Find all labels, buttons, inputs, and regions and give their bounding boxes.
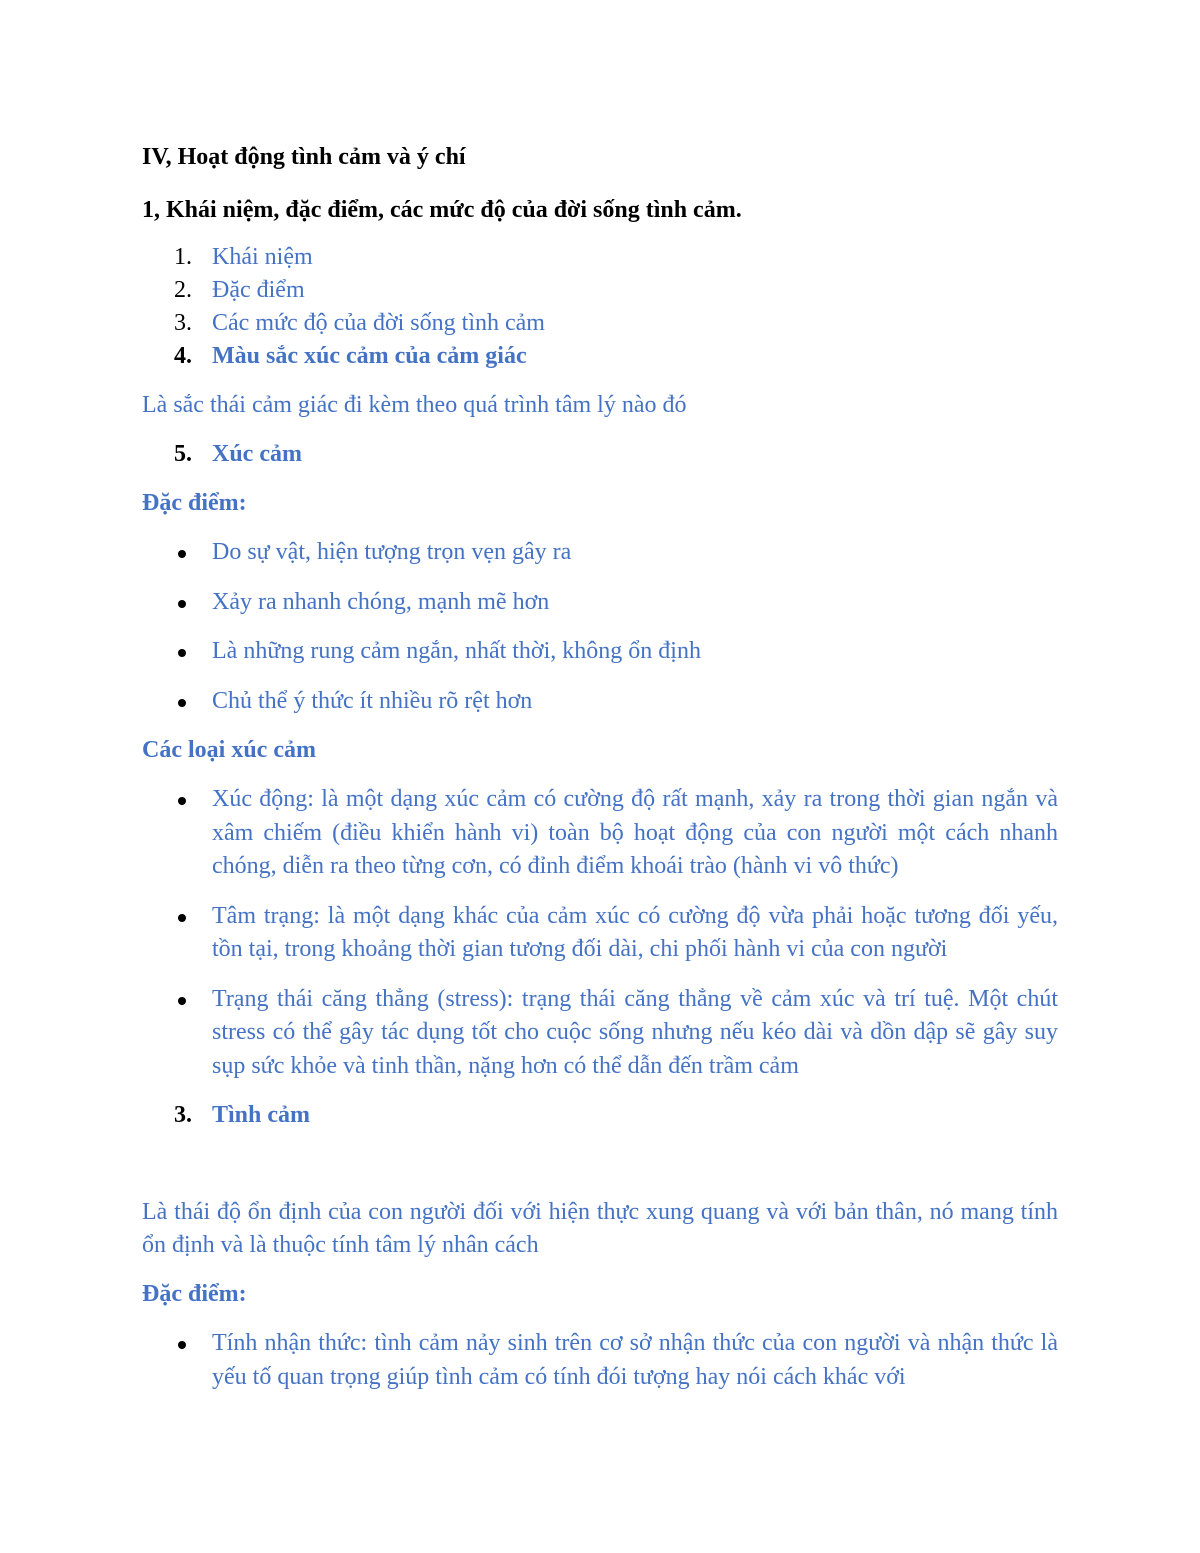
- list-item: [142, 536, 1058, 570]
- list-item: [142, 438, 1058, 471]
- list-item: [142, 241, 1058, 274]
- list-item-text: Tính nhận thức: tình cảm nảy sinh trên cơ sở nhận thức của con người và nhận thức là yếu tố quan trọng giúp tình cảm có tính đói tượng hay nói cách khác với: [212, 1330, 1058, 1390]
- list-item-text: Màu sắc xúc cảm của cảm giác: [212, 343, 527, 369]
- list-item: [142, 635, 1058, 669]
- list-number: 1.: [174, 244, 192, 270]
- outline-list: [142, 438, 1058, 471]
- bullet-list: [142, 783, 1058, 1083]
- list-number: 3.: [174, 1102, 192, 1128]
- bullet-icon: [178, 600, 186, 608]
- list-item: [142, 274, 1058, 307]
- bullet-icon: [178, 997, 186, 1005]
- list-item: [142, 586, 1058, 620]
- list-item-text: Xúc cảm: [212, 441, 302, 467]
- list-item-text: Các mức độ của đời sống tình cảm: [212, 310, 545, 336]
- bullet-icon: [178, 914, 186, 922]
- bullet-icon: [178, 550, 186, 558]
- list-item-text: Đặc điểm: [212, 277, 305, 303]
- document-page: [142, 140, 1058, 1394]
- list-item-text: Do sự vật, hiện tượng trọn vẹn gây ra: [212, 539, 572, 565]
- bullet-icon: [178, 1341, 186, 1349]
- subheading: Các loại xúc cảm: [142, 737, 316, 763]
- list-number: 5.: [174, 441, 192, 467]
- list-item: [142, 1099, 1058, 1132]
- list-item: [142, 983, 1058, 1084]
- paragraph: Là thái độ ổn định của con người đối với hiện thực xung quang và với bản thân, nó mang tính ổn định và là thuộc tính tâm lý nhân cách: [142, 1199, 1058, 1258]
- list-item-text: Tâm trạng: là một dạng khác của cảm xúc có cường độ vừa phải hoặc tương đối yếu, tồn tại, trong khoảng thời gian tương đối dài, chi phối hành vi của con người: [212, 902, 1058, 962]
- list-item-text: Tình cảm: [212, 1102, 311, 1128]
- list-item-text: Xảy ra nhanh chóng, mạnh mẽ hơn: [212, 588, 550, 615]
- list-item: [142, 783, 1058, 884]
- list-number: 3.: [174, 310, 192, 336]
- list-item: [142, 340, 1058, 373]
- list-item-text: Xúc động: là một dạng xúc cảm có cường độ rất mạnh, xảy ra trong thời gian ngắn và xâm chiếm (điều khiển hành vi) toàn bộ hoạt động của con người một cách nhanh chóng, diễn ra theo từng cơn, có đỉnh điểm khoái trào (hành vi vô thức): [212, 786, 1058, 879]
- list-item-text: Trạng thái căng thẳng (stress): trạng thái căng thẳng về cảm xúc và trí tuệ. Một chút stress có thể gây tác dụng tốt cho cuộc sống nhưng nếu kéo dài và dồn dập sẽ gây suy sụp sức khỏe và tinh thần, nặng hơn có thể dẫn đến trầm cảm: [212, 985, 1058, 1079]
- paragraph: Là sắc thái cảm giác đi kèm theo quá trình tâm lý nào đó: [142, 392, 687, 418]
- list-number: 4.: [174, 343, 192, 369]
- document-title: IV, Hoạt động tình cảm và ý chí: [142, 144, 466, 170]
- list-item: [142, 307, 1058, 340]
- outline-list: [142, 1099, 1058, 1132]
- bullet-icon: [178, 699, 186, 707]
- list-item-text: Khái niệm: [212, 244, 313, 270]
- list-item-text: Là những rung cảm ngắn, nhất thời, không ổn định: [212, 638, 701, 664]
- list-item: [142, 900, 1058, 967]
- list-item: [142, 685, 1058, 719]
- bullet-icon: [178, 797, 186, 805]
- bullet-list: [142, 536, 1058, 718]
- list-item: [142, 1327, 1058, 1394]
- subheading: Đặc điểm:: [142, 1281, 247, 1307]
- section-heading: 1, Khái niệm, đặc điểm, các mức độ của đời sống tình cảm.: [142, 197, 742, 223]
- bullet-list: [142, 1327, 1058, 1394]
- bullet-icon: [178, 649, 186, 657]
- list-item-text: Chủ thể ý thức ít nhiều rõ rệt hơn: [212, 687, 533, 714]
- outline-list: [142, 241, 1058, 373]
- list-number: 2.: [174, 277, 192, 303]
- subheading: Đặc điểm:: [142, 490, 247, 516]
